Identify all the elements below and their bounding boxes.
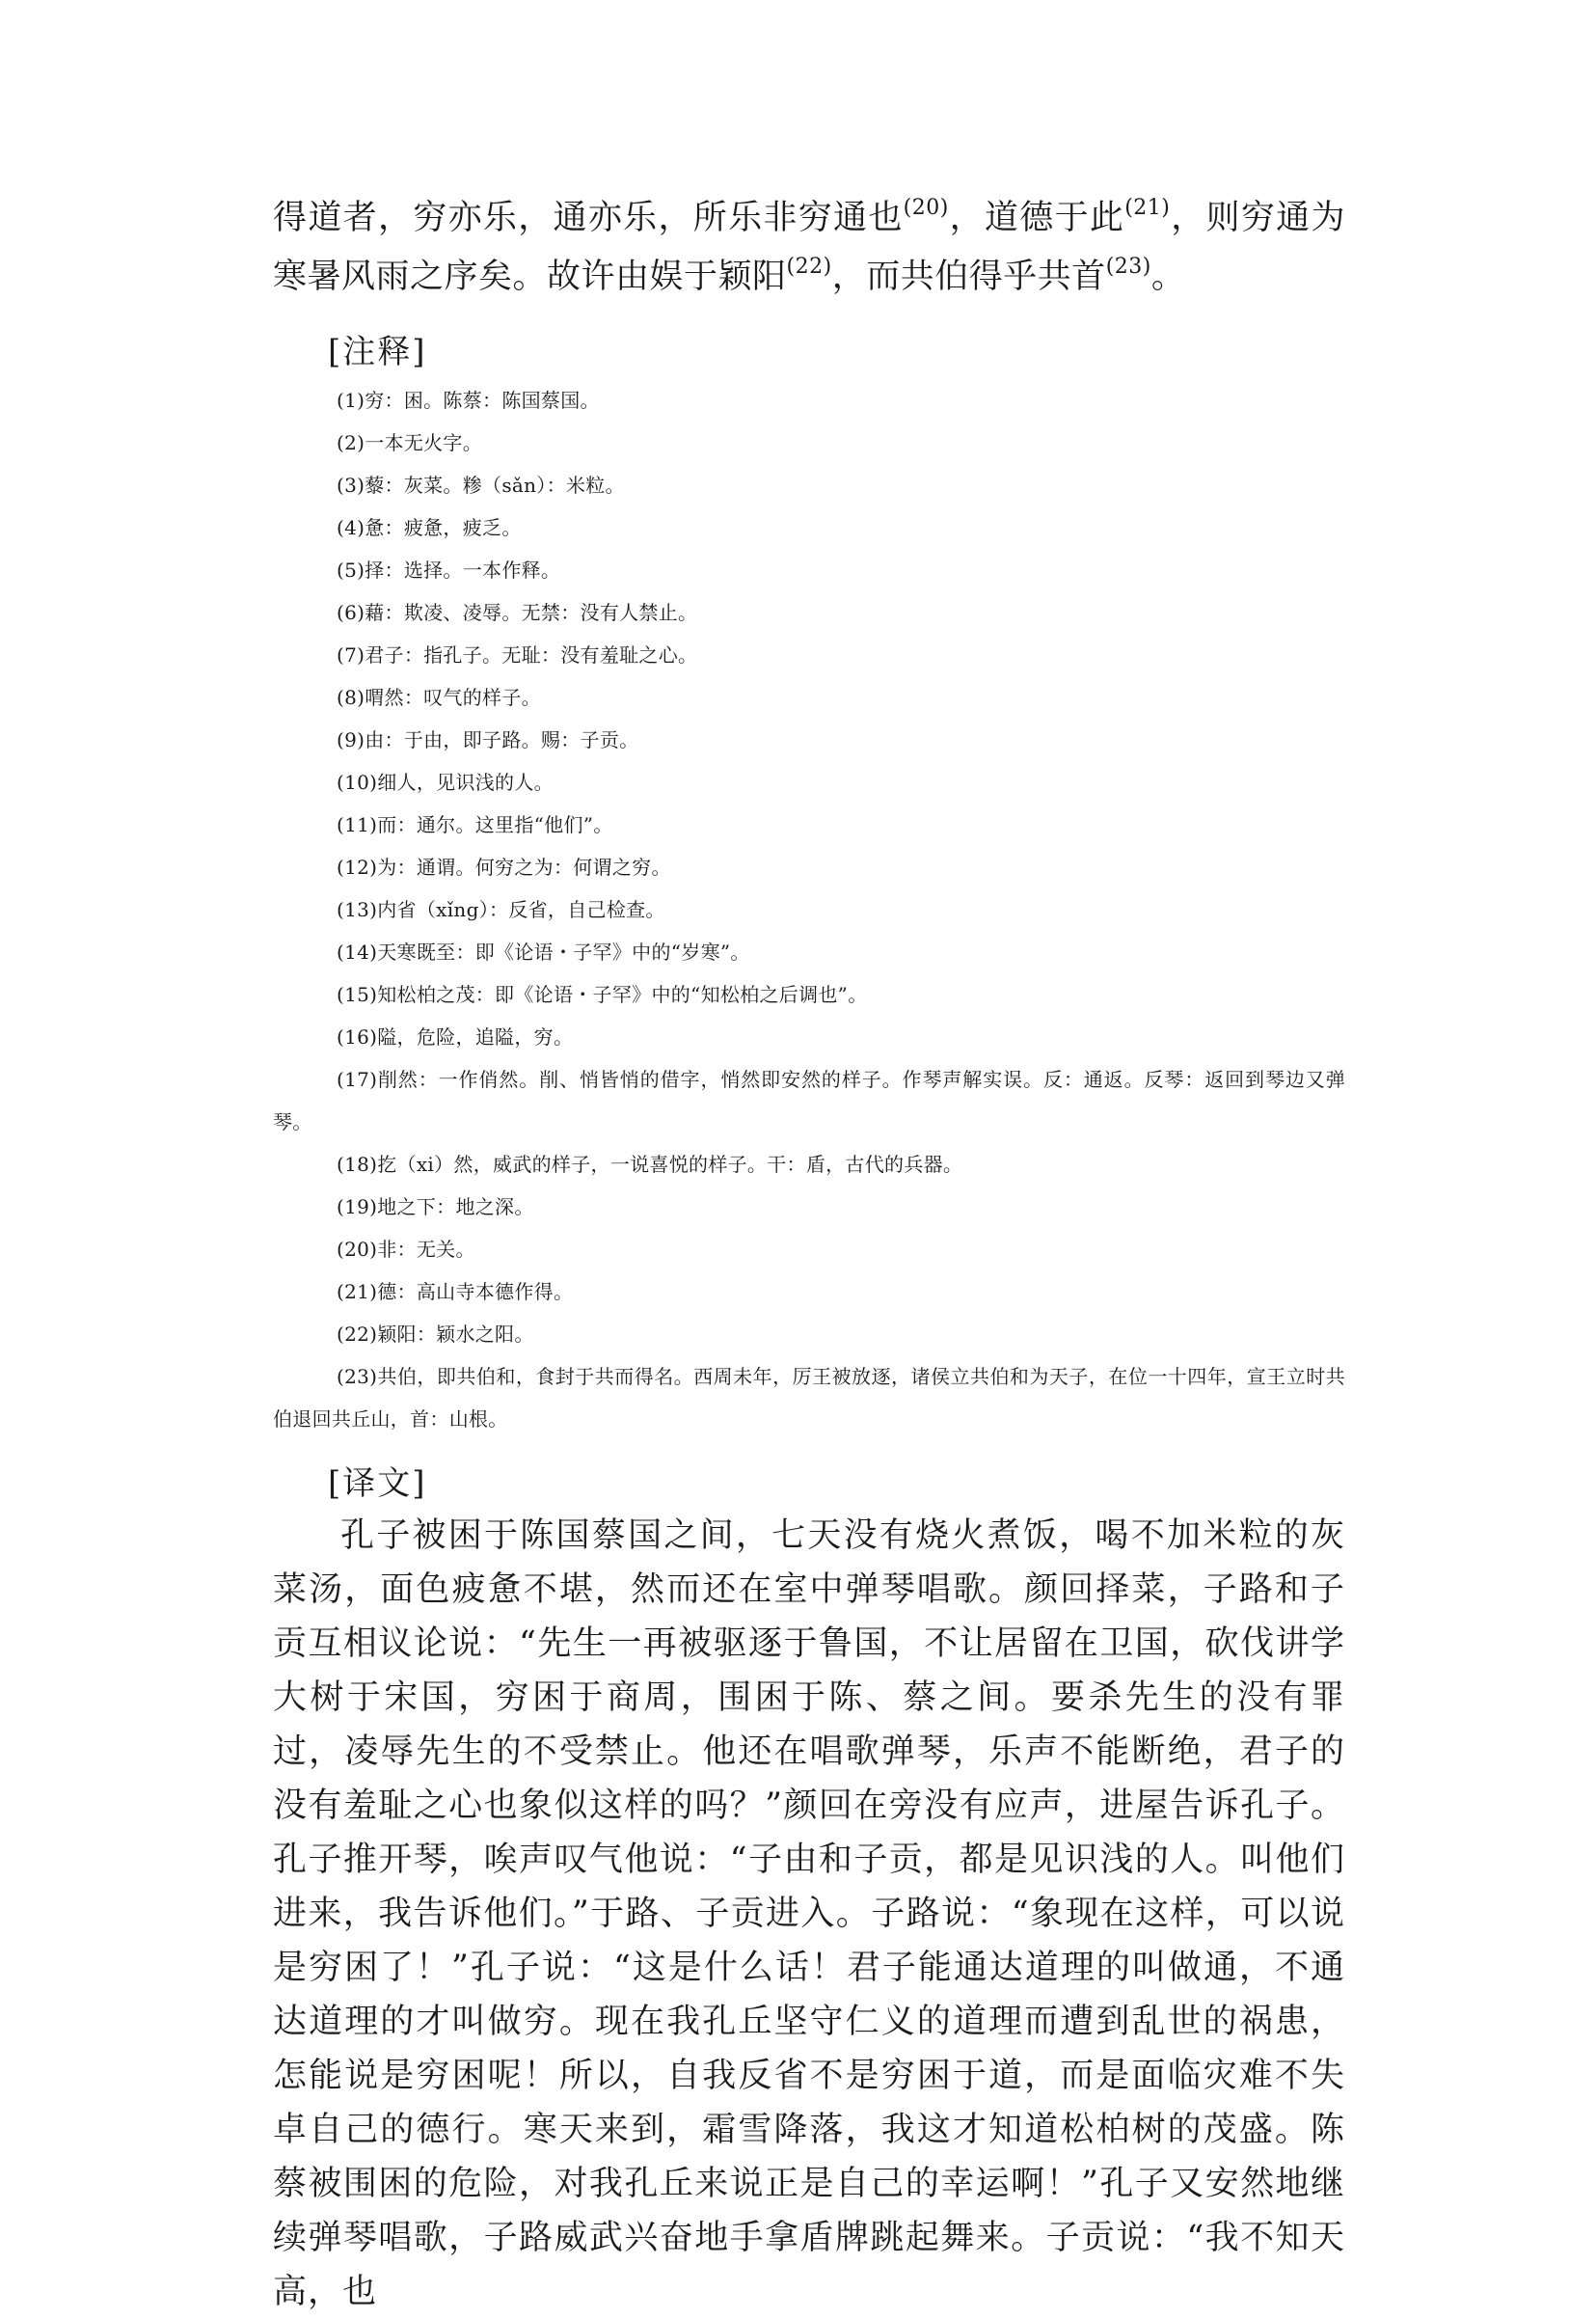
notes-list [273,379,1345,1440]
note-item: (7)君子：指孔子。无耻：没有羞耻之心。 [337,643,698,667]
note-item: (20)非：无关。 [337,1238,475,1261]
footnote-ref-21: (21) [1124,196,1171,220]
top-paragraph [273,191,1345,309]
notes-heading: [注释] [328,333,427,371]
note-item: (11)而：通尔。这里指“他们”。 [337,813,613,836]
top-paragraph-text: ，而共伯得乎共首 [831,258,1106,296]
note-item: (13)内省（xǐng）：反省，自己检查。 [337,898,665,921]
note-item: (15)知松柏之茂：即《论语・子罕》中的“知松柏之后调也”。 [337,983,868,1006]
top-paragraph-text: 得道者，穷亦乐，通亦乐，所乐非穷通也 [273,199,904,237]
note-item: (6)藉：欺凌、凌辱。无禁：没有人禁止。 [337,601,698,624]
note-item: (9)由：于由，即子路。赐：子贡。 [337,728,639,751]
note-item: (16)隘，危险，追隘，穷。 [337,1025,574,1049]
footnote-ref-22: (22) [786,255,832,279]
note-item: (14)天寒既至：即《论语・子罕》中的“岁寒”。 [337,941,750,964]
footnote-ref-20: (20) [903,196,949,220]
note-item: (22)颖阳：颖水之阳。 [337,1323,534,1346]
note-item: (10)细人，见识浅的人。 [337,771,554,794]
translation-heading: [译文] [328,1464,427,1503]
note-item: (4)惫：疲惫，疲乏。 [337,516,522,539]
note-item: (12)为：通谓。何穷之为：何谓之穷。 [337,856,671,879]
note-item: (21)德：高山寺本德作得。 [337,1280,574,1303]
note-item: (2)一本无火字。 [337,431,483,454]
top-paragraph-text: 。 [1150,258,1186,296]
top-paragraph-text: ，则穷通为寒暑风雨之序矣。故许由娱于颖阳 [273,199,1345,296]
note-item: (19)地之下：地之深。 [337,1195,534,1218]
note-item: (8)喟然：叹气的样子。 [337,686,541,709]
note-item: (5)择：选择。一本作释。 [337,559,561,582]
note-item: (23)共伯，即共伯和，食封于共而得名。西周未年，厉王被放逐，诸侯立共伯和为天子，在位一十四年，宣王立时共伯退回共丘山，首：山根。 [273,1365,1345,1431]
note-item: (17)削然：一作俏然。削、悄皆悄的借字，悄然即安然的样子。作琴声解实误。反：通返。反琴：返回到琴边又弹琴。 [273,1068,1345,1133]
translation-paragraph: 孔子被困于陈国蔡国之间，七天没有烧火煮饭，喝不加米粒的灰菜汤，面色疲惫不堪，然而还在室中弹琴唱歌。颜回择菜，子路和子贡互相议论说：“先生一再被驱逐于鲁国，不让居留在卫国，砍伐讲学大树于宋国，穷困于商周，围困于陈、蔡之间。要杀先生的没有罪过，凌辱先生的不受禁止。他还在唱歌弹琴，乐声不能断绝，君子的没有羞耻之心也象似这样的吗？”颜回在旁没有应声，进屋告诉孔子。孔子推开琴，唉声叹气他说：“子由和子贡，都是见识浅的人。叫他们进来，我告诉他们。”于路、子贡进入。子路说：“象现在这样，可以说是穷困了！”孔子说：“这是什么话！君子能通达道理的叫做通，不通达道理的才叫做穷。现在我孔丘坚守仁义的道理而遭到乱世的祸患，怎能说是穷困呢！所以，自我反省不是穷困于道，而是面临灾难不失卓自己的德行。寒天来到，霜雪降落，我这才知道松柏树的茂盛。陈蔡被围困的危险，对我孔丘来说正是自己的幸运啊！”孔子又安然地继续弹琴唱歌，子路威武兴奋地手拿盾牌跳起舞来。子贡说：“我不知天高，也 [273,1516,1345,2311]
top-paragraph-text: ，道德于此 [948,199,1125,237]
note-item: (1)穷：困。陈蔡：陈国蔡国。 [337,389,600,412]
note-item: (18)扢（xi）然，威武的样子，一说喜悦的样子。干：盾，古代的兵器。 [337,1153,963,1176]
note-item: (3)藜：灰菜。糁（sǎn）：米粒。 [337,474,625,497]
footnote-ref-23: (23) [1105,255,1151,279]
